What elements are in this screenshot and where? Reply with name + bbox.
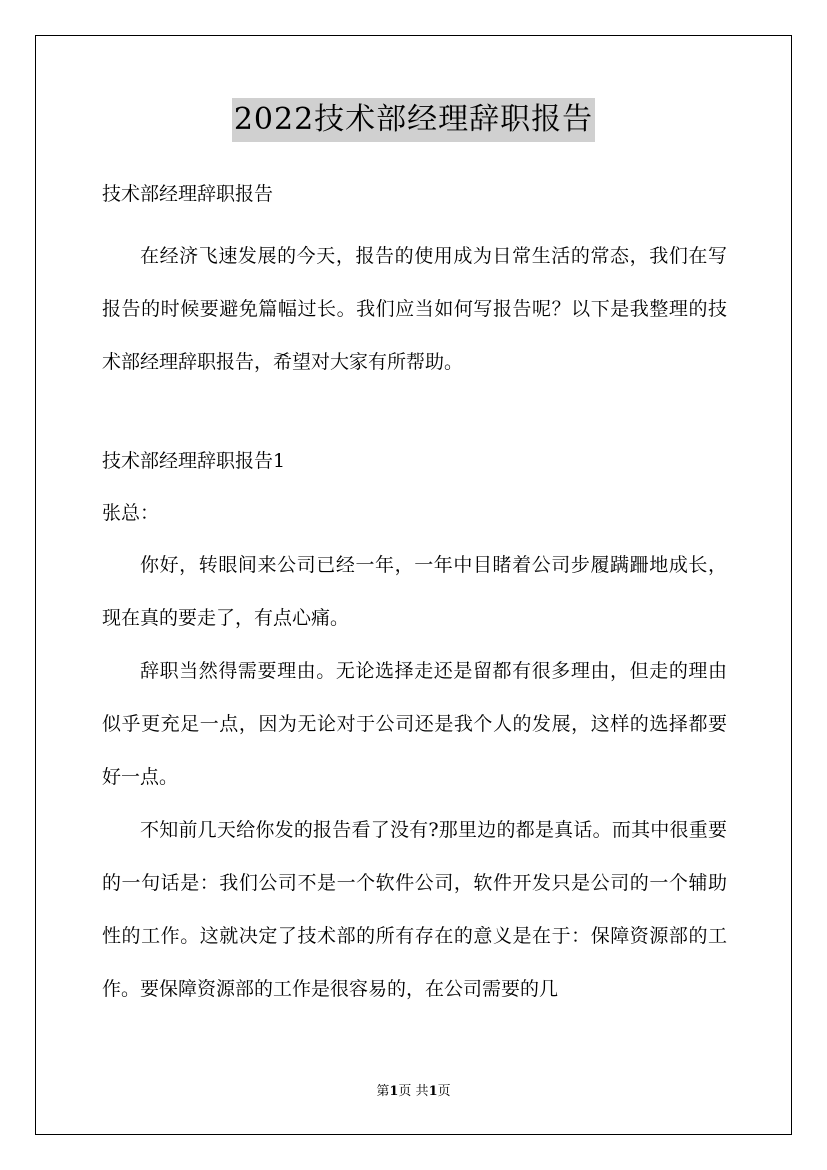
- document-subtitle: 技术部经理辞职报告: [102, 183, 274, 205]
- page-footer: [0, 1082, 827, 1102]
- body-paragraph: 你好，转眼间来公司已经一年，一年中目睹着公司步履蹒跚地成长，现在真的要走了，有点心痛。: [102, 554, 727, 629]
- intro-paragraph: 在经济飞速发展的今天，报告的使用成为日常生活的常态，我们在写报告的时候要避免篇幅过长。我们应当如何写报告呢？以下是我整理的技术部经理辞职报告，希望对大家有所帮助。: [102, 245, 727, 373]
- body-paragraph: 辞职当然得需要理由。无论选择走还是留都有很多理由，但走的理由似乎更充足一点，因为无论对于公司还是我个人的发展，这样的选择都要好一点。: [102, 660, 727, 788]
- document-title: 2022技术部经理辞职报告: [232, 98, 595, 142]
- salutation: 张总：: [102, 502, 160, 524]
- body-paragraph: 不知前几天给你发的报告看了没有?那里边的都是真话。而其中很重要的一句话是：我们公司不是一个软件公司，软件开发只是公司的一个辅助性的工作。这就决定了技术部的所有存在的意义是在于：保障资源部的工作。要保障资源部的工作是很容易的，在公司需要的几: [102, 819, 727, 1000]
- total-page-number: 1: [428, 1084, 438, 1099]
- current-page-number: 1: [389, 1084, 399, 1099]
- footer-mid: 页 共: [398, 1084, 429, 1099]
- document-body: [102, 176, 727, 1016]
- title-container: [0, 98, 827, 142]
- footer-prefix: 第: [376, 1084, 390, 1099]
- section-heading: 技术部经理辞职报告1: [102, 450, 286, 472]
- footer-suffix: 页: [437, 1084, 451, 1099]
